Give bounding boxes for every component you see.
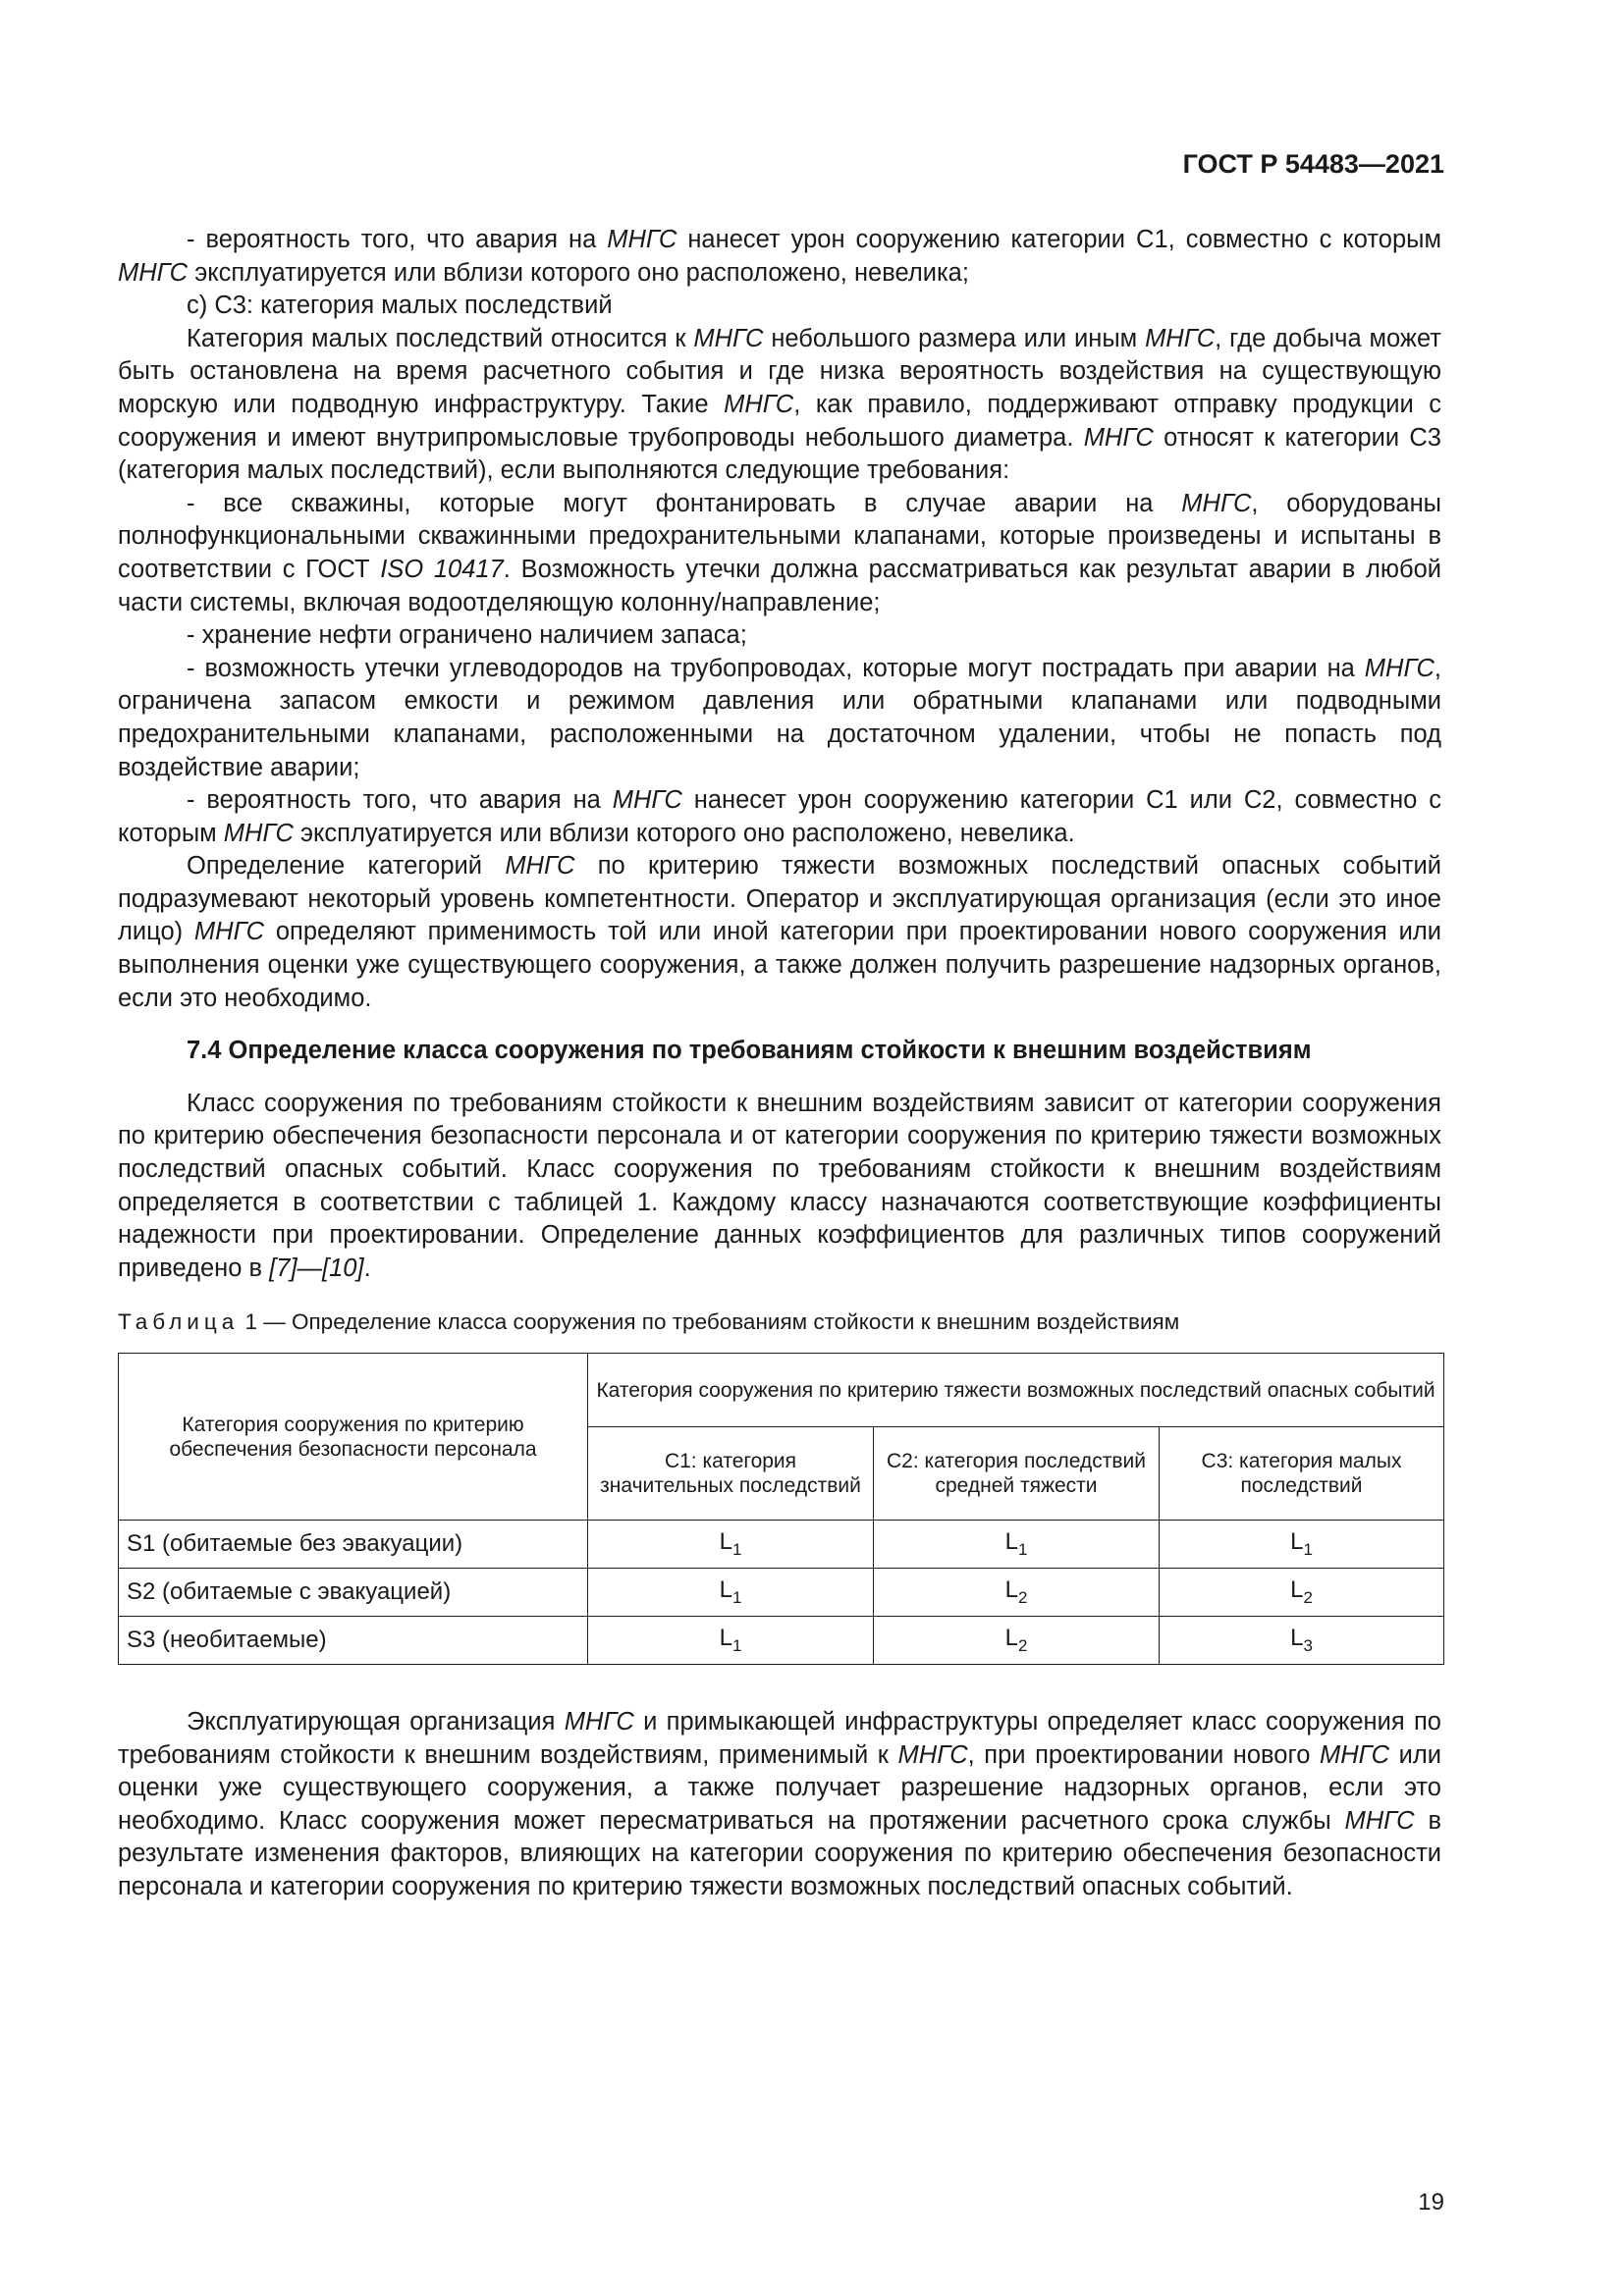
body-text-top	[118, 224, 1441, 1285]
paragraph: - хранение нефти ограничено наличием запаса;	[187, 621, 747, 650]
paragraph: - вероятность того, что авария на МНГС нанесет урон сооружению категории С1 или С2, совместно с которым МНГС эксплуатируется или вблизи которого оно расположено, невелика.	[118, 786, 1441, 847]
class-cell: $L_2$	[874, 1617, 1160, 1665]
body-text-bottom	[118, 1706, 1441, 1904]
paragraph: - вероятность того, что авария на МНГС нанесет урон сооружению категории С1, совместно с которым МНГС эксплуатируется или вблизи которого оно расположено, невелика;	[118, 226, 1441, 287]
paragraph: Категория малых последствий относится к МНГС небольшого размера или иным МНГС, где добыча может быть остановлена на время расчетного события и где низка вероятность воздействия на существующую морскую или подводную инфраструктуру. Такие МНГС, как правило, поддерживают отправку продукции с сооружения и имеют внутрипромысловые трубопроводы небольшого диаметра. МНГС относят к категории С3 (категория малых последствий), если выполняются следующие требования:	[118, 324, 1441, 485]
class-cell: $L_2$	[1160, 1569, 1444, 1617]
group-header-cell: Категория сооружения по критерию тяжести возможных последствий опасных событий	[588, 1354, 1444, 1427]
page-number: 19	[1418, 2189, 1444, 2216]
table-row	[119, 1569, 1444, 1617]
class-definition-table	[118, 1353, 1444, 1665]
paragraph: Класс сооружения по требованиям стойкости к внешним воздействиям зависит от категории сооружения по критерию обеспечения безопасности персонала и от категории сооружения по критерию тяжести возможных последствий опасных событий. Класс сооружения по требованиям стойкости к внешним воздействиям определяется в соответствии с таблицей 1. Каждому классу назначаются соответствующие коэффициенты надежности при проектировании. Определение данных коэффициентов для различных типов сооружений приведено в [7]—[10].	[118, 1089, 1441, 1282]
document-code-header: ГОСТ Р 54483—2021	[1182, 149, 1444, 179]
class-cell: $L_1$	[588, 1617, 874, 1665]
table-row	[119, 1617, 1444, 1665]
paragraph: - возможность утечки углеводородов на трубопроводах, которые могут пострадать при аварии на МНГС, ограничена запасом емкости и режимом давления или обратными клапанами или подводными предохранительными клапанами, расположенными на достаточном удалении, чтобы не попасть под воздействие аварии;	[118, 654, 1441, 781]
paragraph: - все скважины, которые могут фонтанировать в случае аварии на МНГС, оборудованы полнофункциональными скважинными предохранительными клапанами, которые произведены и испытаны в соответствии с ГОСТ ISO 10417. Возможность утечки должна рассматриваться как результат аварии в любой части системы, включая водоотделяющую колонну/направление;	[118, 489, 1441, 616]
row-label: S3 (необитаемые)	[119, 1617, 588, 1665]
class-cell: $L_1$	[1160, 1521, 1444, 1569]
column-header-c1: С1: категория значительных последствий	[588, 1427, 874, 1521]
row-label: S1 (обитаемые без эвакуации)	[119, 1521, 588, 1569]
class-cell: $L_1$	[588, 1521, 874, 1569]
row-label: S2 (обитаемые с эвакуацией)	[119, 1569, 588, 1617]
class-cell: $L_1$	[874, 1521, 1160, 1569]
class-cell: $L_3$	[1160, 1617, 1444, 1665]
row-header-cell: Категория сооружения по критерию обеспечения безопасности персонала	[119, 1354, 588, 1521]
column-header-c3: С3: категория малых последствий	[1160, 1427, 1444, 1521]
class-cell: $L_2$	[874, 1569, 1160, 1617]
paragraph: Эксплуатирующая организация МНГС и примыкающей инфраструктуры определяет класс сооружения по требованиям стойкости к внешним воздействиям, применимый к МНГС, при проектировании нового МНГС или оценки уже существующего сооружения, а также получает разрешение надзорных органов, если это необходимо. Класс сооружения может пересматриваться на протяжении расчетного срока службы МНГС в результате изменения факторов, влияющих на категории сооружения по критерию обеспечения безопасности персонала и категории сооружения по критерию тяжести возможных последствий опасных событий.	[118, 1708, 1442, 1900]
paragraph: Определение категорий МНГС по критерию тяжести возможных последствий опасных событий подразумевают некоторый уровень компетентности. Оператор и эксплуатирующая организация (если это иное лицо) МНГС определяют применимость той или иной категории при проектировании нового сооружения или выполнения оценки уже существующего сооружения, а также должен получить разрешение надзорных органов, если это необходимо.	[118, 852, 1442, 1012]
table-caption: Таблица 1 — Определение класса сооружения по требованиям стойкости к внешним воздействиям	[118, 1309, 1180, 1334]
column-header-c2: С2: категория последствий средней тяжести	[874, 1427, 1160, 1521]
section-title: 7.4 Определение класса сооружения по требованиям стойкости к внешним воздействиям	[187, 1037, 1312, 1065]
table-row	[119, 1521, 1444, 1569]
paragraph: с) С3: категория малых последствий	[187, 292, 613, 320]
class-cell: $L_1$	[588, 1569, 874, 1617]
